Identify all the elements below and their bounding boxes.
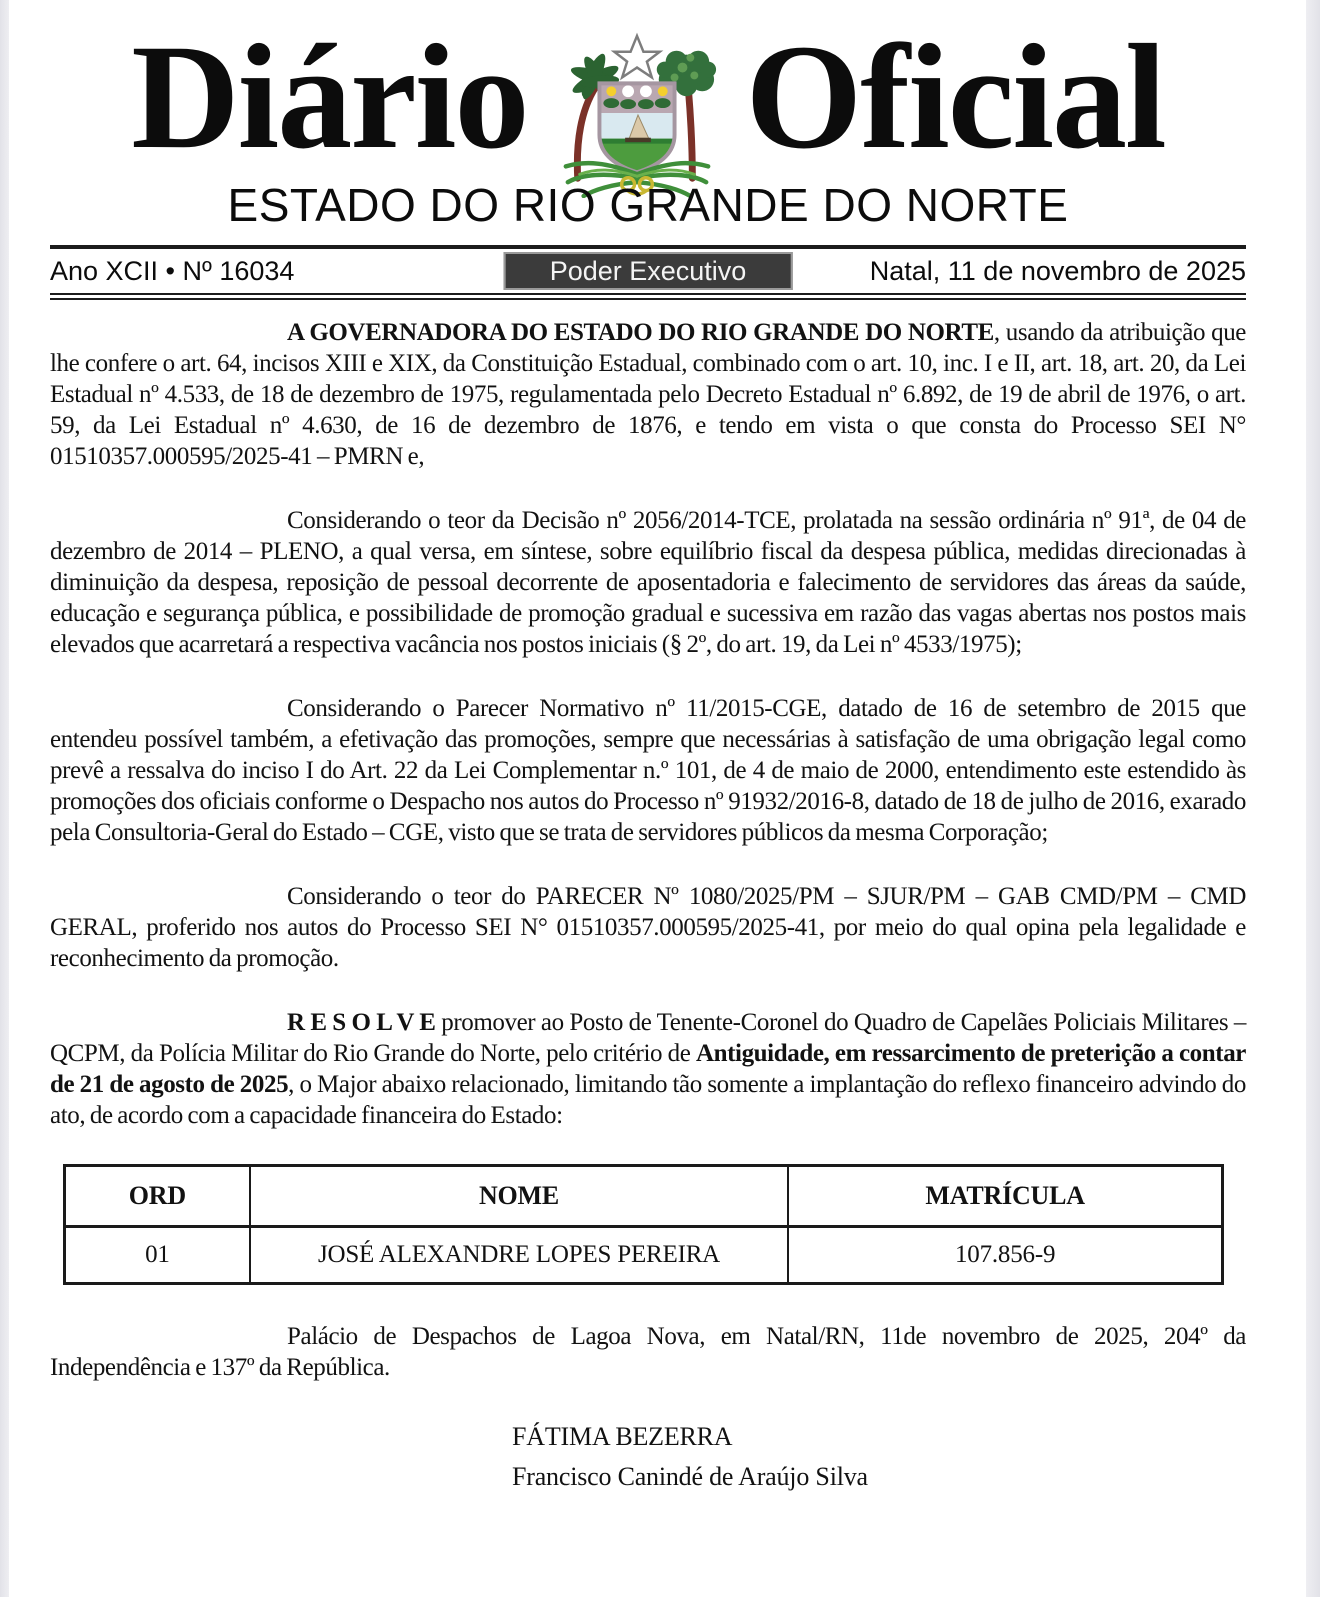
column-header-matricula: MATRÍCULA xyxy=(788,1166,1222,1227)
page-edge-left xyxy=(0,0,9,1597)
considerando-3-paragraph xyxy=(50,881,1246,974)
cell-ord: 01 xyxy=(65,1227,250,1284)
table-row xyxy=(65,1227,1223,1284)
considerando-1-text: Considerando o teor da Decisão nº 2056/2014-TCE, prolatada na sessão ordinária nº 91ª, de 04 de dezembro de 2014 – PLENO, a qual versa, em síntese, sobre equilíbrio fiscal da despesa pública, medidas direcionadas à diminuição da despesa, reposição de pessoal decorrente de aposentadoria e falecimento de servidores das áreas da saúde, educação e segurança pública, e possibilidade de promoção gradual e sucessiva em razão das vagas abertas nos postos mais elevados que acarretará a respectiva vacância nos postos iniciais (§ 2º, do art. 19, da Lei nº 4533/1975); xyxy=(50,507,1246,658)
resolve-text: promover ao Posto de Tenente-Coronel do Quadro de Capelães Policiais Militares – QCPM, da Polícia Militar do Rio Grande do Norte, pelo critério de xyxy=(50,1009,1246,1067)
branch-box xyxy=(504,252,793,290)
decree-body xyxy=(50,317,1246,1497)
resolve-paragraph xyxy=(50,1007,1246,1131)
resolve-tail: , o Major abaixo relacionado, limitando tão somente a implantação do reflexo financeiro advindo do ato, de acordo com a capacidade financeira do Estado: xyxy=(50,1071,1246,1129)
considerando-3-text: Considerando o teor do PARECER Nº 1080/2025/PM – SJUR/PM – GAB CMD/PM – CMD GERAL, proferido nos autos do Processo SEI N° 01510357.000595/2025-41, por meio do qual opina pela legalidade e reconhecimento da promoção. xyxy=(50,883,1246,972)
closing-text: Palácio de Despachos de Lagoa Nova, em Natal/RN, 11de novembro de 2025, 204º da Independência e 137º da República. xyxy=(50,1323,1246,1381)
masthead-title-left: Diário xyxy=(131,14,528,180)
dateline: Natal, 11 de novembro de 2025 xyxy=(869,255,1246,286)
promotion-table xyxy=(63,1164,1224,1285)
column-header-ord: ORD xyxy=(65,1166,250,1227)
closing-paragraph xyxy=(50,1321,1246,1383)
cell-matricula: 107.856-9 xyxy=(788,1227,1222,1284)
resolve-keyword: R E S O L V E xyxy=(287,1009,436,1036)
governor-name: FÁTIMA BEZERRA xyxy=(512,1422,733,1451)
masthead-title-right: Oficial xyxy=(745,14,1165,180)
secretary-name: Francisco Canindé de Araújo Silva xyxy=(512,1462,868,1491)
table-header-row xyxy=(65,1166,1223,1227)
branch-label: Poder Executivo xyxy=(549,256,747,286)
considerando-1-paragraph xyxy=(50,505,1246,660)
infobar xyxy=(50,249,1246,293)
cell-nome: JOSÉ ALEXANDRE LOPES PEREIRA xyxy=(250,1227,788,1284)
signature-block xyxy=(512,1417,1246,1497)
gazette-page xyxy=(9,0,1306,1597)
column-header-nome: NOME xyxy=(250,1166,788,1227)
edition-number: Ano XCII • Nº 16034 xyxy=(50,255,295,286)
considerando-2-text: Considerando o Parecer Normativo nº 11/2015-CGE, datado de 16 de setembro de 2015 que entendeu possível também, a efetivação das promoções, sempre que necessárias à satisfação de uma obrigação legal como prevê a ressalva do inciso I do Art. 22 da Lei Complementar n.º 101, de 4 de maio de 2000, entendimento este estendido às promoções dos oficiais conforme o Despacho nos autos do Processo nº 91932/2016-8, datado de 18 de julho de 2016, exarado pela Consultoria-Geral do Estado – CGE, visto que se trata de servidores públicos da mesma Corporação; xyxy=(50,695,1246,846)
preamble-paragraph xyxy=(50,317,1246,472)
masthead-title-row xyxy=(50,16,1246,178)
resolve-emphasis: Antiguidade, em ressarcimento de preterição a contar de 21 de agosto de 2025 xyxy=(50,1040,1246,1098)
page-edge-right xyxy=(1306,0,1320,1597)
rn-coat-of-arms-icon xyxy=(538,28,736,198)
preamble-text: , usando da atribuição que lhe confere o art. 64, incisos XIII e XIX, da Constituição Estadual, combinado com o art. 10, inc. I e II, art. 18, art. 20, da Lei Estadual nº 4.533, de 18 de dezembro de 1975, regulamentada pelo Decreto Estadual nº 6.892, de 19 de abril de 1976, o art. 59, da Lei Estadual nº 4.630, de 16 de dezembro de 1876, e tendo em vista o que consta do Processo SEI N° 01510357.000595/2025-41 – PMRN e, xyxy=(50,319,1246,470)
governor-heading: A GOVERNADORA DO ESTADO DO RIO GRANDE DO NORTE xyxy=(287,319,994,346)
masthead xyxy=(50,16,1246,232)
considerando-2-paragraph xyxy=(50,693,1246,848)
infobar-rule xyxy=(50,293,1246,300)
masthead-subtitle: ESTADO DO RIO GRANDE DO NORTE xyxy=(227,179,1069,231)
